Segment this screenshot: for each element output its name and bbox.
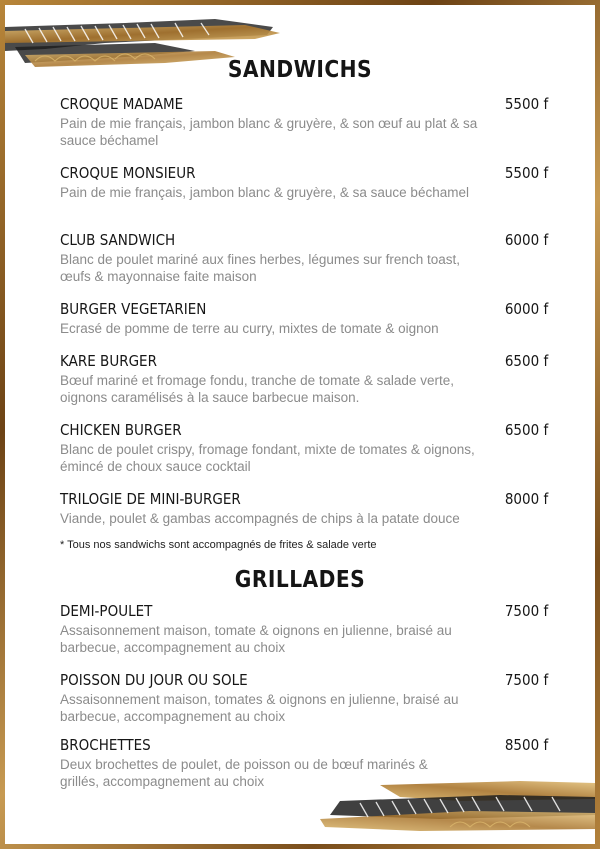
item-price: 5500 f — [504, 95, 548, 113]
item-price: 8500 f — [504, 736, 548, 754]
item-name: CROQUE MADAME — [60, 95, 184, 113]
menu-page — [5, 5, 595, 844]
menu-item-poisson-du-jour — [60, 671, 548, 725]
item-price: 7500 f — [504, 602, 548, 620]
item-description: Bœuf mariné et fromage fondu, tranche de tomate & salade verte, oignons caramélisés à la sauce barbecue maison. — [60, 373, 454, 405]
menu-item-croque-monsieur — [60, 164, 548, 201]
item-price: 6000 f — [504, 300, 548, 318]
item-name: CHICKEN BURGER — [60, 421, 182, 439]
item-description: Assaisonnement maison, tomates & oignons en julienne, braisé au barbecue, accompagnement au choix — [60, 692, 459, 724]
item-name: TRILOGIE DE MINI-BURGER — [60, 490, 241, 508]
section-title-sandwichs: SANDWICHS — [227, 57, 373, 83]
item-name: CROQUE MONSIEUR — [60, 164, 196, 182]
item-price: 8000 f — [504, 490, 548, 508]
sandwich-footnote: * Tous nos sandwichs sont accompagnés de frites & salade verte — [60, 539, 377, 551]
item-price: 7500 f — [504, 671, 548, 689]
item-price: 6000 f — [504, 231, 548, 249]
menu-item-demi-poulet — [60, 602, 548, 656]
menu-item-trilogie-mini-burger — [60, 490, 548, 527]
item-name: BROCHETTES — [60, 736, 151, 754]
menu-item-kare-burger — [60, 352, 548, 406]
menu-item-croque-madame — [60, 95, 548, 149]
item-name: POISSON DU JOUR OU SOLE — [60, 671, 248, 689]
menu-item-burger-vegetarien — [60, 300, 548, 337]
item-name: DEMI-POULET — [60, 602, 153, 620]
item-description: Blanc de poulet mariné aux fines herbes, légumes sur french toast, œufs & mayonnaise faite maison — [60, 252, 460, 284]
item-name: KARE BURGER — [60, 352, 157, 370]
section-title-grillades: GRILLADES — [234, 567, 366, 593]
item-price: 6500 f — [504, 421, 548, 439]
item-description: Viande, poulet & gambas accompagnés de chips à la patate douce — [60, 511, 460, 526]
item-price: 5500 f — [504, 164, 548, 182]
item-description: Pain de mie français, jambon blanc & gruyère, & sa sauce béchamel — [60, 185, 469, 200]
menu-item-brochettes — [60, 736, 548, 790]
item-description: Pain de mie français, jambon blanc & gruyère, & son œuf au plat & sa sauce béchamel — [60, 116, 478, 148]
item-price: 6500 f — [504, 352, 548, 370]
item-description: Assaisonnement maison, tomate & oignons en julienne, braisé au barbecue, accompagnement au choix — [60, 623, 452, 655]
item-name: BURGER VEGETARIEN — [60, 300, 207, 318]
menu-item-chicken-burger — [60, 421, 548, 475]
item-description: Ecrasé de pomme de terre au curry, mixtes de tomate & oignon — [60, 321, 439, 336]
item-description: Deux brochettes de poulet, de poisson ou de bœuf marinés & grillés, accompagnement au choix — [60, 757, 428, 789]
menu-item-club-sandwich — [60, 231, 548, 285]
item-name: CLUB SANDWICH — [60, 231, 176, 249]
item-description: Blanc de poulet crispy, fromage fondant, mixte de tomates & oignons, émincé de choux sauce cocktail — [60, 442, 475, 474]
